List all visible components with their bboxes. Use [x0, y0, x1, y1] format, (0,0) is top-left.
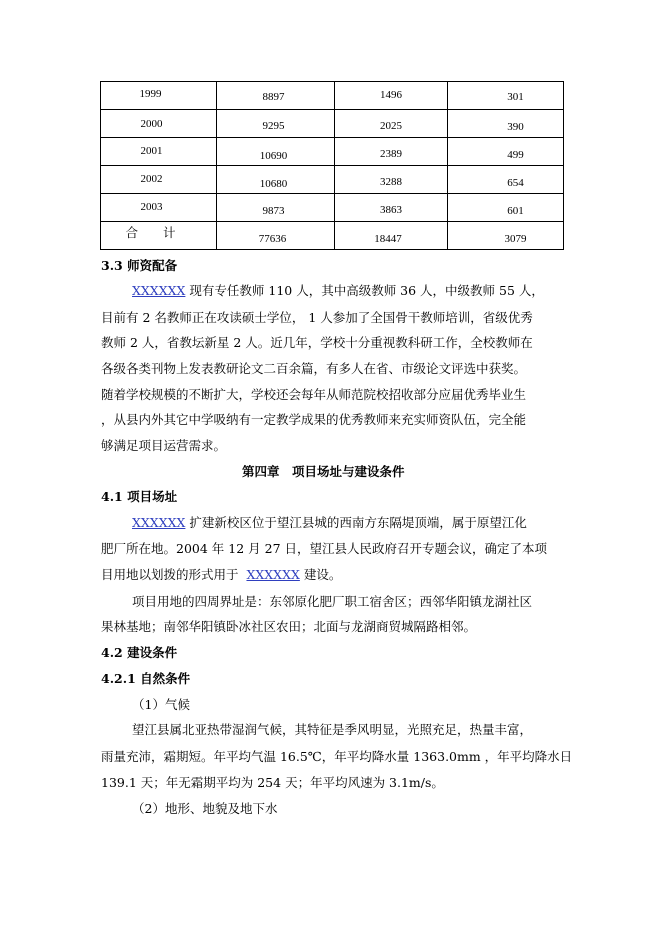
- paragraph-line: 望江县属北亚热带湿润气候，其特征是季风明显，光照充足，热量丰富，: [132, 722, 533, 737]
- table-row: [101, 138, 564, 166]
- table-cell: 301: [448, 82, 564, 110]
- table-cell: 499: [448, 138, 564, 166]
- table-cell: 2002: [101, 166, 217, 194]
- section-heading: 3.3 师资配备: [101, 258, 178, 273]
- table-row: [101, 110, 564, 138]
- table-cell: 77636: [217, 222, 335, 250]
- table-cell: 1496: [335, 82, 448, 110]
- table-cell: 2000: [101, 110, 217, 138]
- paragraph-line: 项目用地的四周界址是：东邻原化肥厂职工宿舍区；西邻华阳镇龙湖社区: [132, 594, 533, 609]
- table-cell: 601: [448, 194, 564, 222]
- section-heading: 4.1 项目场址: [101, 489, 178, 504]
- list-item: （1）气候: [132, 697, 190, 712]
- table-row: [101, 194, 564, 222]
- subsection-heading: 4.2.1 自然条件: [101, 671, 191, 686]
- paragraph-line: XXXXXX 现有专任教师 110 人，其中高级教师 36 人，中级教师 55 人，: [132, 283, 544, 298]
- paragraph-line: 教师 2 人，省教坛新星 2 人。近几年，学校十分重视教科研工作，全校教师在: [101, 335, 533, 350]
- paragraph-line: 139.1 天；年无霜期平均为 254 天；年平均风速为 3.1m/s。: [101, 775, 444, 790]
- table-row: [101, 166, 564, 194]
- table-cell: 18447: [335, 222, 448, 250]
- table-cell: 9295: [217, 110, 335, 138]
- paragraph-line: 目用地以划拨的形式用于 XXXXXX 建设。: [101, 567, 342, 582]
- paragraph-line: 够满足项目运营需求。: [101, 438, 227, 453]
- table-cell: 10680: [217, 166, 335, 194]
- paragraph-line: 各级各类刊物上发表教研论文二百余篇，有多人在省、市级论文评选中获奖。: [101, 361, 527, 376]
- table-cell: 2389: [335, 138, 448, 166]
- chapter-title: 第四章 项目场址与建设条件: [242, 464, 405, 479]
- section-heading: 4.2 建设条件: [101, 645, 178, 660]
- table-row: [101, 82, 564, 110]
- paragraph-line: ，从县内外其它中学吸纳有一定教学成果的优秀教师来充实师资队伍，完全能: [101, 412, 527, 427]
- table-cell: 合 计: [101, 222, 217, 250]
- table-cell: 3863: [335, 194, 448, 222]
- paragraph-line: 雨量充沛，霜期短。年平均气温 16.5℃，年平均降水量 1363.0mm ，年平均降水日: [101, 749, 573, 764]
- school-name-link[interactable]: XXXXXX: [246, 567, 300, 582]
- enrollment-table: [100, 81, 564, 250]
- list-item: （2）地形、地貌及地下水: [132, 801, 278, 816]
- table-cell: 2001: [101, 138, 217, 166]
- table-cell: 3288: [335, 166, 448, 194]
- paragraph-line: 肥厂所在地。2004 年 12 月 27 日，望江县人民政府召开专题会议，确定了本项: [101, 541, 547, 556]
- paragraph-line: 目前有 2 名教师正在攻读硕士学位， 1 人参加了全国骨干教师培训，省级优秀: [101, 310, 533, 325]
- table-row-total: [101, 222, 564, 250]
- table-cell: 2003: [101, 194, 217, 222]
- table-cell: 2025: [335, 110, 448, 138]
- table-cell: 10690: [217, 138, 335, 166]
- table-cell: 8897: [217, 82, 335, 110]
- paragraph-line: 随着学校规模的不断扩大，学校还会每年从师范院校招收部分应届优秀毕业生: [101, 387, 527, 402]
- table-cell: 3079: [448, 222, 564, 250]
- table-cell: 1999: [101, 82, 217, 110]
- school-name-link[interactable]: XXXXXX: [132, 515, 186, 530]
- school-name-link[interactable]: XXXXXX: [132, 283, 186, 298]
- table-cell: 654: [448, 166, 564, 194]
- paragraph-line: 果林基地；南邻华阳镇卧冰社区农田；北面与龙湖商贸城隔路相邻。: [101, 619, 477, 634]
- table-cell: 9873: [217, 194, 335, 222]
- paragraph-line: XXXXXX 扩建新校区位于望江县城的西南方东隔堤顶端，属于原望江化: [132, 515, 527, 530]
- table-cell: 390: [448, 110, 564, 138]
